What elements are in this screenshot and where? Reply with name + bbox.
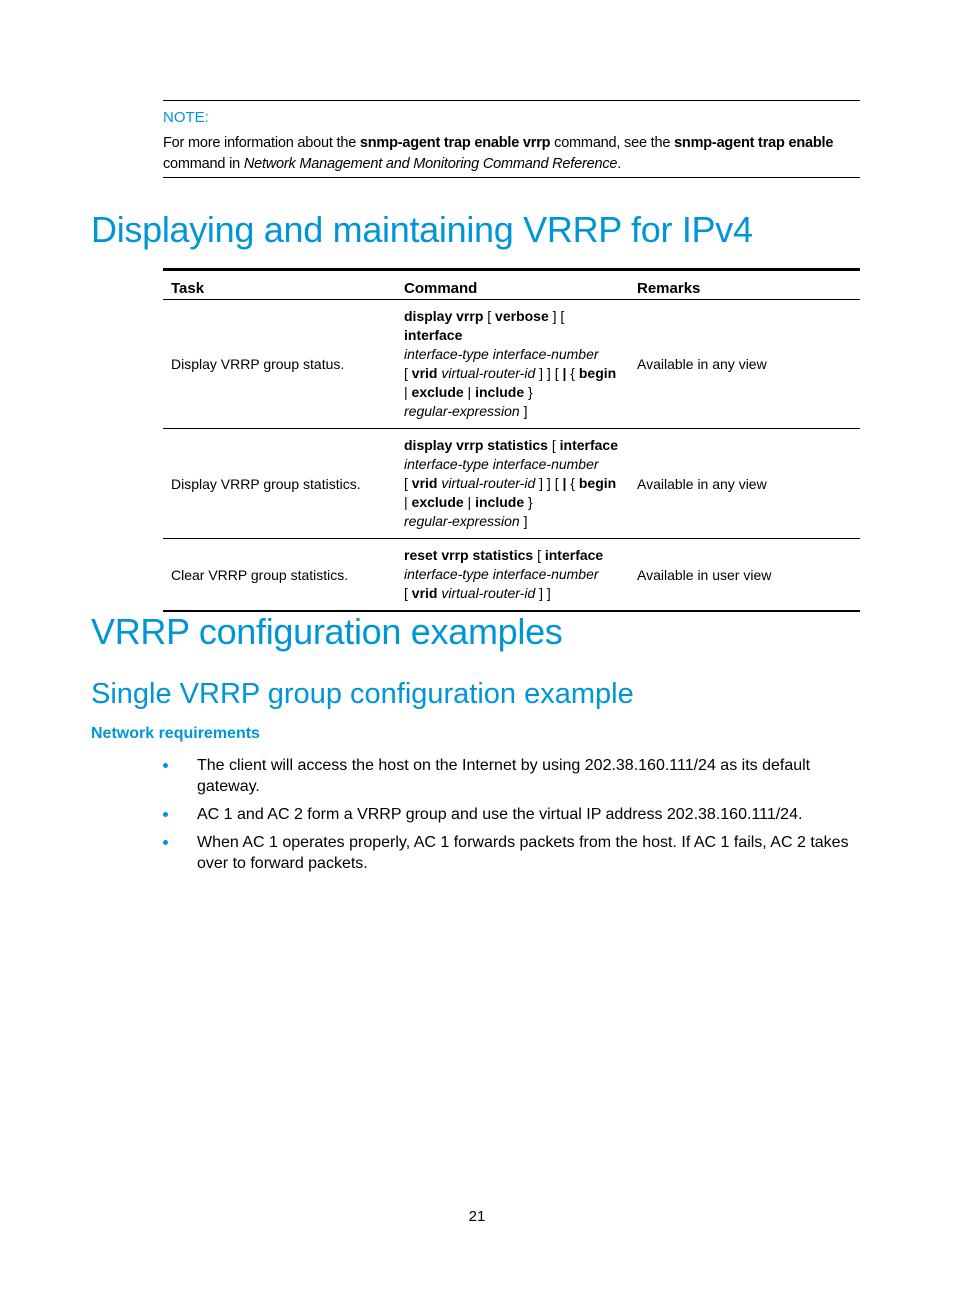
bullet-icon — [163, 840, 168, 845]
subheading-network-requirements: Network requirements — [91, 725, 260, 742]
table-row — [163, 300, 860, 429]
requirements-list — [163, 755, 868, 881]
header-task: Task — [163, 270, 396, 300]
remarks-cell: Available in any view — [629, 429, 860, 539]
note-box — [163, 100, 860, 178]
bullet-icon — [163, 763, 168, 768]
task-cell: Display VRRP group statistics. — [163, 429, 396, 539]
remarks-cell: Available in user view — [629, 539, 860, 612]
task-cell: Clear VRRP group statistics. — [163, 539, 396, 612]
page-number: 21 — [468, 1208, 486, 1225]
table-header-row — [163, 270, 860, 300]
command-table — [163, 268, 860, 612]
task-cell: Display VRRP group status. — [163, 300, 396, 429]
header-command: Command — [396, 270, 629, 300]
note-text: For more information about the snmp-agent trap enable vrrp command, see the snmp-agent trap enable command in Network Management and Monitoring Command Reference. — [163, 135, 834, 172]
list-item: The client will access the host on the Internet by using 202.38.160.111/24 as its default gateway. — [163, 755, 868, 797]
list-item: AC 1 and AC 2 form a VRRP group and use the virtual IP address 202.38.160.111/24. — [163, 804, 868, 825]
section-heading-configuration-examples: VRRP configuration examples — [91, 611, 563, 652]
table-row — [163, 539, 860, 612]
table-row — [163, 429, 860, 539]
list-item: When AC 1 operates properly, AC 1 forwards packets from the host. If AC 1 fails, AC 2 takes over to forward packets. — [163, 832, 868, 874]
command-cell: display vrrp [ verbose ] [ interface interface-type interface-number [ vrid virtual-router-id ] ] [ | { begin | exclude | include } regular-expression ] — [396, 300, 629, 429]
command-cell: display vrrp statistics [ interface interface-type interface-number [ vrid virtual-router-id ] ] [ | { begin | exclude | include } regular-expression ] — [396, 429, 629, 539]
header-remarks: Remarks — [629, 270, 860, 300]
section-heading-display-maintain: Displaying and maintaining VRRP for IPv4 — [91, 209, 753, 250]
subsection-heading-single-vrrp: Single VRRP group configuration example — [91, 678, 634, 710]
command-cell: reset vrrp statistics [ interface interface-type interface-number [ vrid virtual-router-id ] ] — [396, 539, 629, 612]
bullet-icon — [163, 812, 168, 817]
remarks-cell: Available in any view — [629, 300, 860, 429]
note-label: NOTE: — [163, 109, 209, 126]
